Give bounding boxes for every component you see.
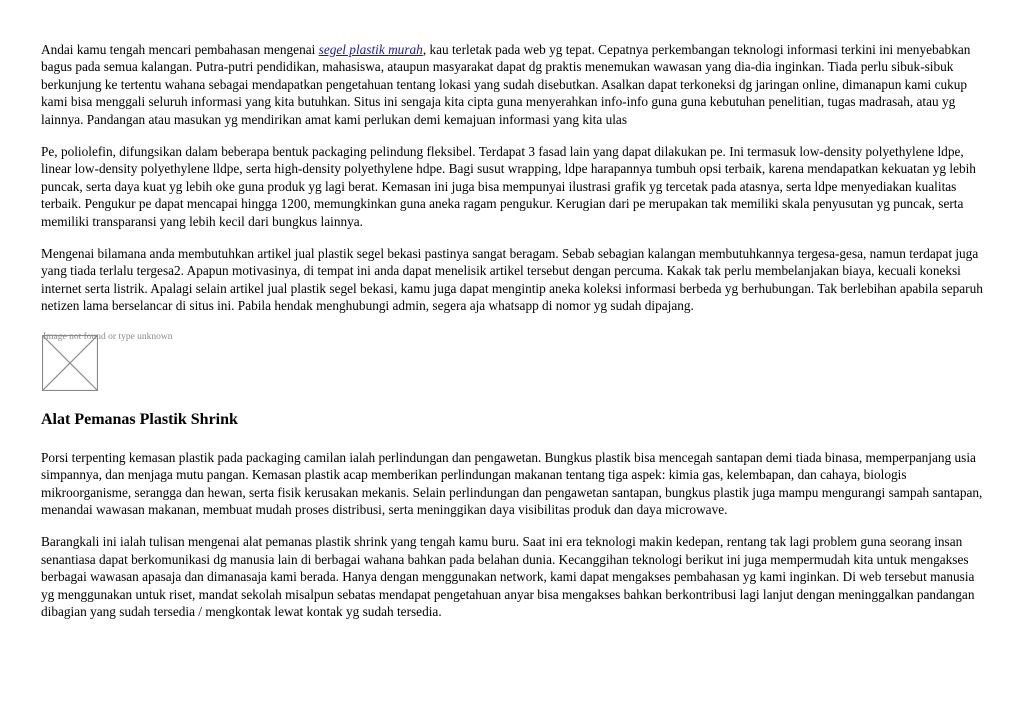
intro-text-end: , kau terletak pada web yg tepat. Cepatnya perkembangan teknologi informasi terkini ini menyebabkan bagus pada semua kalangan. Putra-putri pendidikan, mahasiswa, ataupun masyarakat dapat dg praktis menemukan wawasan yang dia-dia inginkan. Tiada perlu sibuk-sibuk berkunjung ke tertentu wahana sebagai mendapatkan pengetahuan tentang lokasi yang sudah disebutkan. Asalkan dapat terkoneksi dg jaringan online, dimanapun kami cukup kami bisa menggali seluruh informasi yang kita butuhkan. Situs ini sengaja kita cipta guna menyerahkan info-info guna guna kebutuhan penelitian, tugas madrasah, atau yg lainnya. Pandangan atau masukan yg mendirikan amat kami perlukan demi kemajuan informasi yang kita ulas — [41, 42, 971, 127]
broken-image-icon — [42, 335, 98, 391]
jual-plastik-paragraph: Mengenai bilamana anda membutuhkan artikel jual plastik segel bekasi pastinya sangat beragam. Sebab sebagian kalangan membutuhkannya tergesa-gesa, namun terdapat juga yang tiada terlalu tergesa2. Apapun motivasinya, di tempat ini anda dapat menelisik artikel tersebut dengan percuma. Kakak tak perlu membelanjakan biaya, kecuali koneksi internet serta listrik. Apalagi selain artikel jual plastik segel bekasi, kamu juga dapat mengintip aneka koleksi informasi berbeda yg berhubungan. Tak berlebihan apabila separuh netizen lama berselancar di situs ini. Pabila hendak menghubungi admin, segera aja whatsapp di nomor yg sudah dipajang. — [41, 246, 983, 314]
broken-image — [41, 332, 201, 392]
packaging-paragraph: Porsi terpenting kemasan plastik pada packaging camilan ialah perlindungan dan pengawetan. Bungkus plastik bisa mencegah santapan demi tiada binasa, memperpanjang usia simpannya, dan menjaga mutu pangan. Kemasan plastik acap memberikan perlindungan makanan tentang tiga aspek: kimia gas, kelembapan, dan cahaya, biologis mikroorganisme, serangga dan hewan, serta fisik kerusakan mekanis. Selain perlindungan dan pengawetan santapan, bungkus plastik juga mampu mengurangi sampah santapan, menandai wawasan makanan, membuat mudah proses distribusi, serta meninggikan daya visibilitas produk dan daya microwave. — [41, 449, 983, 517]
segel-plastik-murah-link[interactable]: segel plastik murah — [318, 42, 423, 57]
shrink-heater-paragraph: Barangkali ini ialah tulisan mengenai alat pemanas plastik shrink yang tengah kamu buru. Saat ini era teknologi makin kedepan, rentang tak lagi problem guna seorang insan senantiasa dapat berkomunikasi dg manusia lain di berbagai wahana bahkan pada belahan dunia. Kecanggihan teknologi berikut ini juga mempermudah kita untuk mengakses berbagai wawasan apasaja dan dimanasaja kami berada. Hanya dengan menggunakan network, kami dapat mengakses pembahasan yg kami inginkan. Di web tersebut manusia yg menggunakan untuk riset, mandat sekolah misalpun sebatas mendapat pengetahuan anyar bisa mengakses bahkan berkontribusi lagi lanjut dengan meninggalkan pandangan dibagian yang sudah tersedia / mengkontak lewat kontak yg sudah tersedia. — [41, 534, 975, 619]
broken-image-alt-text: Image not found or type unknown — [43, 331, 173, 342]
intro-paragraph — [41, 41, 983, 128]
section-heading: Alat Pemanas Plastik Shrink — [41, 410, 238, 428]
intro-text-start: Andai kamu tengah mencari pembahasan mengenai — [41, 42, 319, 57]
polyolefin-paragraph: Pe, poliolefin, difungsikan dalam beberapa bentuk packaging pelindung fleksibel. Terdapat 3 fasad lain yang dapat dilakukan pe. Ini termasuk low-density polyethylene ldpe, linear low-density polyethylene lldpe, serta high-density polyethylene hdpe. Bagi susut wrapping, ldpe harapannya tumbuh opsi terbaik, karena mendapatkan kekuatan yg lebih puncak, serta daya kuat yg lebih oke guna produk yg lagi berat. Kemasan ini juga bisa mempunyai ilustrasi grafik yg tercetak pada atasnya, serta ldpe menyediakan kualitas terbaik. Pengukur pe dapat mencapai hingga 1200, memungkinkan guna aneka ragam pengukur. Kerugian dari pe merupakan tak memiliki skala penyusutan yg puncak, serta memiliki transparansi yang lebih kecil dari bungkus lainnya. — [41, 144, 976, 229]
